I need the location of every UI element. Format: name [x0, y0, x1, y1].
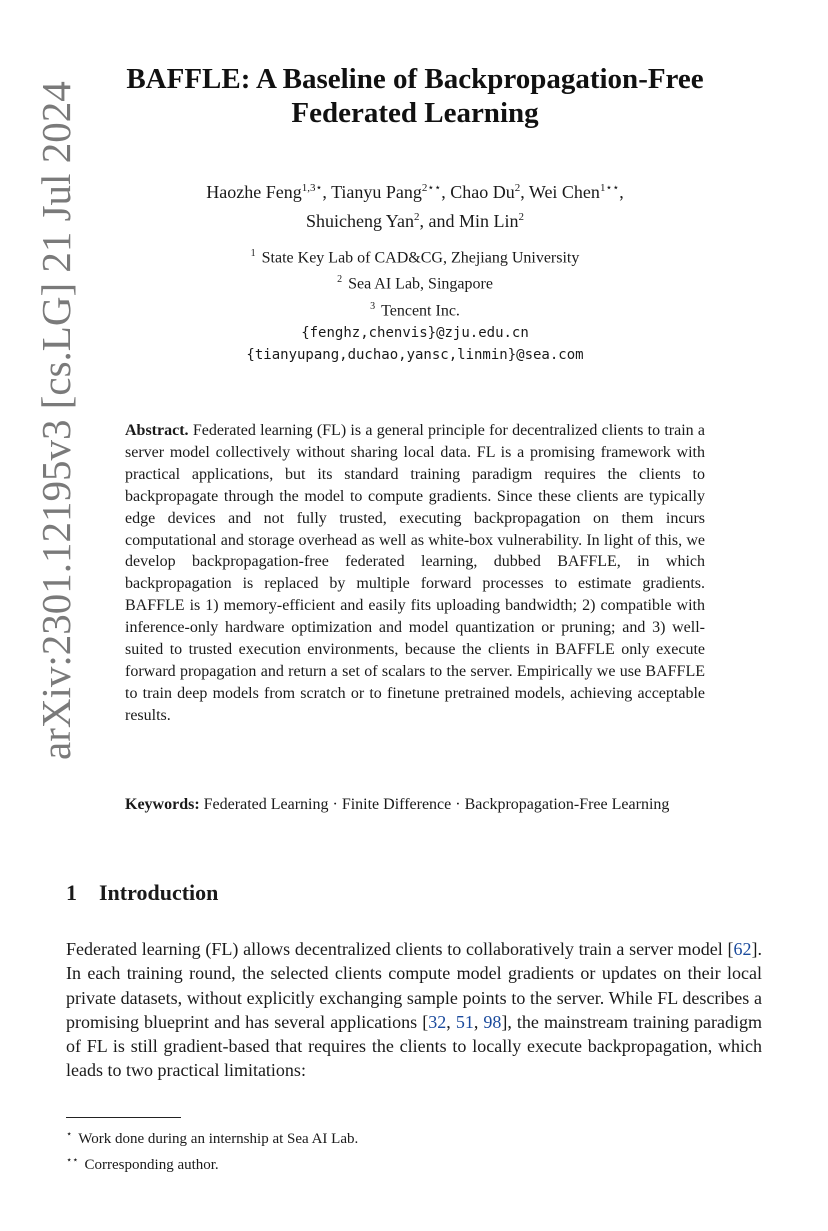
author-name: Wei Chen: [528, 182, 600, 202]
author-affil-mark: 2: [514, 182, 521, 194]
section-heading: [66, 880, 218, 906]
author-name: Min Lin: [459, 211, 519, 231]
section-title: Introduction: [99, 880, 219, 905]
author-name: Chao Du: [450, 182, 515, 202]
intro-paragraph: [66, 937, 762, 1083]
footnotes: [66, 1124, 762, 1176]
affiliation-mark: 2: [337, 274, 343, 286]
affiliation-text: Tencent Inc.: [381, 301, 460, 319]
email-line: {fenghz,chenvis}@zju.edu.cn: [301, 324, 529, 341]
abstract-text: Federated learning (FL) is a general principle for decentralized clients to train a server model collectively without sharing local data. FL is a promising framework with practical applications, but its standard training paradigm requires the clients to backpropagate through the model to compute gradients. Since these clients are typically edge devices and not fully trusted, executing backpropagation on them incurs computational and storage overhead as well as white-box vulnerability. In light of this, we develop backpropagation-free federated learning, dubbed BAFFLE, in which backpropagation is replaced by multiple forward processes to estimate gradients. BAFFLE is 1) memory-efficient and easily fits uploading bandwidth; 2) compatible with inference-only hardware optimization and model quantization or pruning; and 3) well-suited to trusted execution environments, because the clients in BAFFLE only execute forward propagation and return a set of scalars to the server. Empirically we use BAFFLE to train deep models from scratch or to finetune pretrained models, achieving acceptable results.: [125, 422, 706, 724]
citation-link[interactable]: 51: [455, 1011, 474, 1032]
citation-link[interactable]: 98: [483, 1011, 502, 1032]
intro-text: Federated learning (FL) allows decentralized clients to collaboratively train a server model [: [66, 939, 734, 959]
footnote-text: Work done during an internship at Sea AI Lab.: [78, 1131, 359, 1147]
footnote-mark: ⋆: [66, 1129, 73, 1140]
author-affil-mark: 2: [518, 211, 525, 223]
intro-text: ], the mainstream training paradigm of FL is still gradient-based that requires the clients to locally execute backpropagation, which leads to two practical limitations:: [66, 1011, 763, 1081]
paper-title: [90, 62, 740, 130]
footnote-rule: [66, 1117, 181, 1118]
affiliation-item: [110, 296, 720, 322]
title-line-1: BAFFLE: A Baseline of Backpropagation-Free: [126, 63, 704, 95]
citation-link[interactable]: 32: [428, 1011, 447, 1032]
intro-text: ]. In each training round, the selected clients compute model gradients or updates on their local private datasets, without explicitly exchanging sample points to the server. While FL describes a promising blueprint and has several applications [: [66, 939, 762, 1032]
keywords-text: Federated Learning · Finite Difference · Backpropagation-Free Learning: [203, 796, 670, 813]
section-number: 1: [66, 880, 77, 905]
footnote-item: [66, 1124, 762, 1150]
keywords: [125, 794, 705, 816]
citation-link[interactable]: 62: [733, 939, 752, 959]
affiliation-mark: 3: [370, 300, 376, 312]
author-affil-mark: 2⋆⋆: [421, 182, 442, 194]
citation-separator: ,: [473, 1011, 484, 1032]
affiliation-text: State Key Lab of CAD&CG, Zhejiang University: [261, 249, 580, 267]
email-line: {tianyupang,duchao,yansc,linmin}@sea.com: [246, 346, 584, 363]
affiliation-item: [110, 243, 720, 269]
affiliations: [110, 243, 720, 366]
author-name: Shuicheng Yan: [305, 211, 414, 231]
abstract-label: Abstract.: [125, 422, 189, 439]
author-affil-mark: 1,3⋆: [301, 182, 323, 194]
author-line-2: Shuicheng Yan$^2$, and Min Lin$^2$: [305, 211, 525, 231]
affiliation-mark: 1: [250, 248, 256, 259]
footnote-text: Corresponding author.: [84, 1157, 219, 1173]
author-list: [110, 176, 720, 234]
affiliation-text: Sea AI Lab, Singapore: [348, 275, 493, 293]
abstract: [125, 420, 705, 727]
author-affil-mark: 1⋆⋆: [599, 182, 620, 194]
footnote-item: [66, 1150, 762, 1176]
title-line-2: Federated Learning: [291, 97, 539, 129]
author-name: Haozhe Feng: [206, 182, 302, 202]
arxiv-identifier: arXiv:2301.12195v3 [cs.LG] 21 Jul 2024: [33, 81, 79, 760]
keywords-label: Keywords:: [125, 796, 200, 813]
citation-separator: ,: [446, 1011, 456, 1032]
author-name: Tianyu Pang: [331, 182, 422, 202]
footnote-mark: ⋆⋆: [66, 1155, 79, 1166]
affiliation-item: [110, 269, 720, 295]
author-affil-mark: 2: [414, 211, 420, 223]
author-line-1: Haozhe Feng$^{1,3⋆}$, Tianyu Pang$^{2⋆⋆}$, Chao Du$^2$, Wei Chen$^{1⋆⋆}$,: [206, 182, 624, 202]
author-conjunction: and: [428, 211, 455, 231]
